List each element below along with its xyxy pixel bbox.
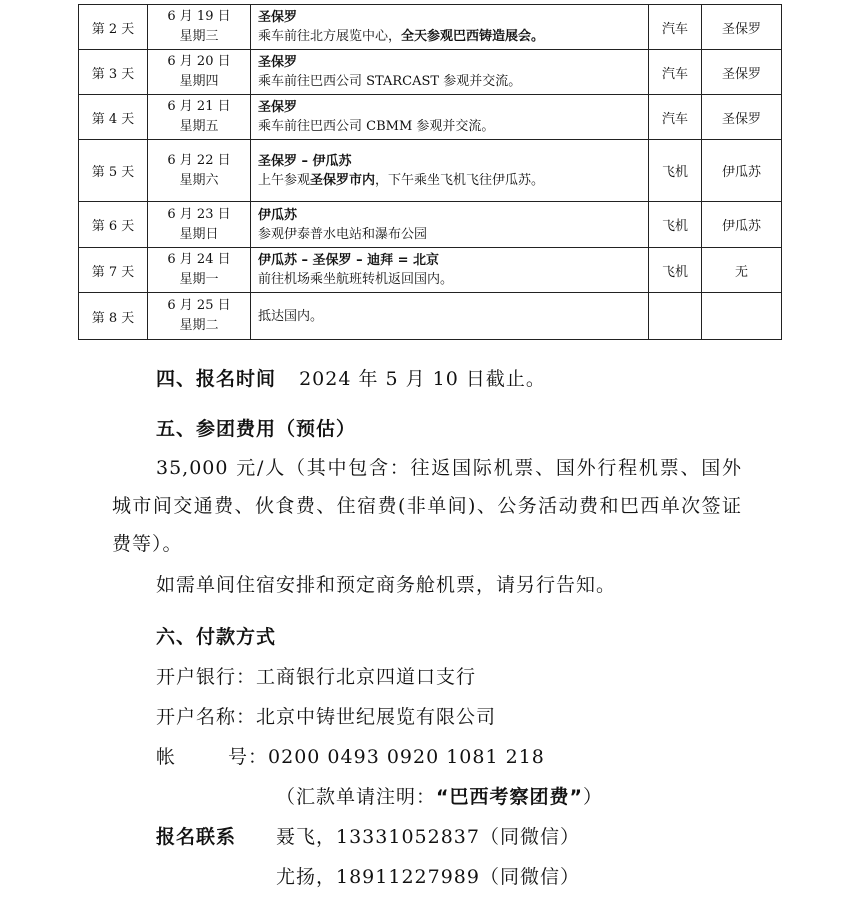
weekday-text: 星期三 <box>179 29 219 44</box>
account-name-row <box>156 702 496 729</box>
plan-cell <box>251 95 649 140</box>
plan-title: 伊瓜苏 <box>258 207 298 223</box>
stay-cell <box>702 293 782 340</box>
remark-text: ） <box>583 786 604 808</box>
fee-description: 35,000 元/人（其中包含：往返国际机票、国外行程机票、国外城市间交通费、伙食费、住宿费(非单间)、公务活动费和巴西单次签证费等）。 <box>112 457 742 555</box>
bank-row <box>156 662 476 689</box>
stay-cell: 圣保罗 <box>702 50 782 95</box>
date-text: 6 月 24 日 <box>167 252 231 267</box>
remittance-remark <box>276 782 603 809</box>
plan-desc <box>258 27 648 46</box>
plan-desc-text: 乘车前往北方展览中心， <box>258 29 402 44</box>
account-number-label-part: 帐 <box>156 746 177 768</box>
day-cell: 第 3 天 <box>79 50 148 95</box>
bank-value: 工商银行北京四道口支行 <box>256 666 477 688</box>
date-text: 6 月 19 日 <box>167 9 231 24</box>
account-name-label: 开户名称： <box>156 706 257 728</box>
plan-desc: 抵达国内。 <box>258 308 324 324</box>
table-row <box>79 50 782 95</box>
plan-desc-text: 上午参观 <box>258 172 311 188</box>
date-cell <box>148 95 251 140</box>
contact-person-2: 尤扬，18911227989（同微信） <box>276 866 580 888</box>
plan-cell <box>251 50 649 95</box>
plan-desc: 前往机场乘坐航班转机返回国内。 <box>258 272 454 287</box>
section-registration-time <box>156 364 546 391</box>
transport-cell: 飞机 <box>649 202 702 248</box>
transport-cell: 汽车 <box>649 50 702 95</box>
weekday-text: 星期五 <box>179 119 219 134</box>
contact-person-1: 聂飞，13331052837（同微信） <box>276 826 580 848</box>
table-row <box>79 202 782 248</box>
stay-cell: 圣保罗 <box>702 5 782 50</box>
section-heading: 六、付款方式 <box>156 626 277 648</box>
date-text: 6 月 21 日 <box>167 99 231 114</box>
plan-cell <box>251 140 649 202</box>
bank-label: 开户银行： <box>156 666 257 688</box>
registration-deadline: 2024 年 5 月 10 日截止。 <box>299 368 546 390</box>
weekday-text: 星期六 <box>179 172 219 188</box>
plan-title: 圣保罗 – 伊瓜苏 <box>258 153 352 169</box>
plan-title: 圣保罗 <box>258 10 298 25</box>
table-row <box>79 248 782 293</box>
date-cell <box>148 5 251 50</box>
account-number-row <box>156 742 545 769</box>
plan-desc-emphasis: 圣保罗市内 <box>310 172 376 188</box>
date-cell <box>148 140 251 202</box>
stay-cell: 伊瓜苏 <box>702 140 782 202</box>
section-heading: 四、报名时间 <box>156 368 277 390</box>
day-cell: 第 2 天 <box>79 5 148 50</box>
plan-title: 圣保罗 <box>258 100 298 115</box>
date-cell <box>148 202 251 248</box>
account-number-value: 0200 0493 0920 1081 218 <box>268 746 545 768</box>
account-number-label-part: 号： <box>228 746 269 768</box>
fee-note: 如需单间住宿安排和预定商务舱机票，请另行告知。 <box>156 574 617 596</box>
day-cell: 第 5 天 <box>79 140 148 202</box>
table-row <box>79 293 782 340</box>
transport-cell: 汽车 <box>649 95 702 140</box>
transport-cell: 飞机 <box>649 140 702 202</box>
date-cell <box>148 293 251 340</box>
table-row <box>79 95 782 140</box>
day-cell: 第 4 天 <box>79 95 148 140</box>
plan-cell <box>251 248 649 293</box>
weekday-text: 星期一 <box>179 272 219 287</box>
weekday-text: 星期日 <box>179 226 219 242</box>
plan-cell <box>251 293 649 340</box>
day-cell: 第 7 天 <box>79 248 148 293</box>
stay-cell: 伊瓜苏 <box>702 202 782 248</box>
table-row <box>79 5 782 50</box>
transport-cell: 汽车 <box>649 5 702 50</box>
plan-desc: 乘车前往巴西公司 CBMM 参观并交流。 <box>258 119 495 134</box>
date-cell <box>148 248 251 293</box>
plan-desc-emphasis: 全天参观巴西铸造展会。 <box>401 29 545 44</box>
contact-label: 报名联系 <box>156 826 237 848</box>
date-cell <box>148 50 251 95</box>
plan-cell <box>251 202 649 248</box>
remark-text: （汇款单请注明： <box>276 786 437 808</box>
day-cell: 第 6 天 <box>79 202 148 248</box>
plan-desc: 乘车前往巴西公司 STARCAST 参观并交流。 <box>258 74 522 89</box>
plan-desc <box>258 171 648 190</box>
date-text: 6 月 25 日 <box>167 298 231 313</box>
transport-cell <box>649 293 702 340</box>
plan-cell <box>251 5 649 50</box>
weekday-text: 星期二 <box>179 318 219 333</box>
date-text: 6 月 20 日 <box>167 54 231 69</box>
transport-cell: 飞机 <box>649 248 702 293</box>
section-heading: 五、参团费用（预估） <box>156 418 357 440</box>
itinerary-table <box>78 4 782 340</box>
stay-cell: 圣保罗 <box>702 95 782 140</box>
plan-title: 伊瓜苏 – 圣保罗 – 迪拜 = 北京 <box>258 253 440 268</box>
day-cell: 第 8 天 <box>79 293 148 340</box>
plan-desc: 参观伊泰普水电站和瀑布公园 <box>258 226 428 242</box>
plan-title: 圣保罗 <box>258 55 298 70</box>
remark-emphasis: “巴西考察团费” <box>436 786 583 808</box>
weekday-text: 星期四 <box>179 74 219 89</box>
stay-cell: 无 <box>702 248 782 293</box>
date-text: 6 月 23 日 <box>167 206 231 222</box>
date-text: 6 月 22 日 <box>167 152 231 168</box>
plan-desc-text: ，下午乘坐飞机飞往伊瓜苏。 <box>375 172 545 188</box>
account-name-value: 北京中铸世纪展览有限公司 <box>256 706 497 728</box>
table-row <box>79 140 782 202</box>
